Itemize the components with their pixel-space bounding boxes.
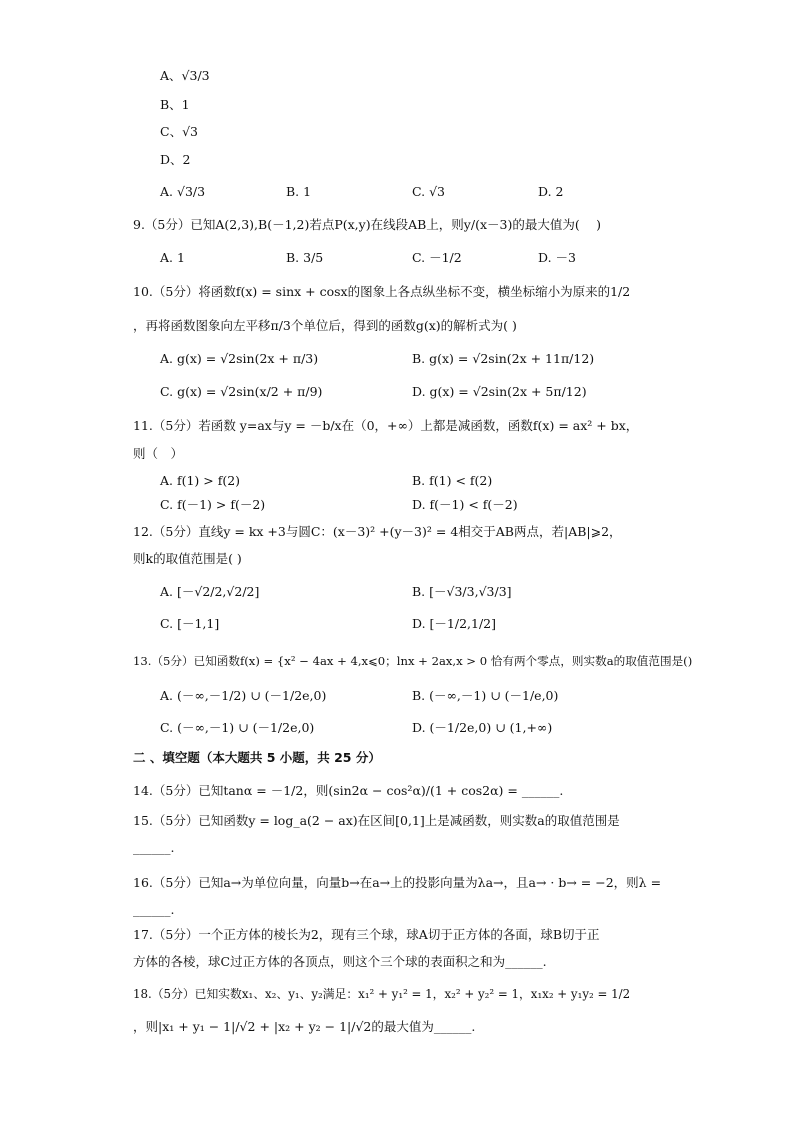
q12-option-d: D. [－1/2,1/2] xyxy=(412,616,496,631)
q10-option-a: A. g(x) = √2sin(2x + π/3) xyxy=(160,351,319,366)
q12-option-c: C. [－1,1] xyxy=(160,616,220,631)
section-heading-fill-in: 二 、填空题（本大题共 5 小题，共 25 分） xyxy=(133,750,381,765)
q10-stem-line1: 10.（5分）将函数f(x) = sinx + cosx的图象上各点纵坐标不变，横坐标缩小为原来的1/2 xyxy=(133,284,631,299)
q12-option-a: A. [－√2/2,√2/2] xyxy=(160,584,260,599)
q8-row-option-a: A. √3/3 xyxy=(160,184,206,199)
q10-option-d: D. g(x) = √2sin(2x + 5π/12) xyxy=(412,384,587,399)
q13-stem: 13.（5分）已知函数f(x) = {x² − 4ax + 4,x⩽0；lnx + 2ax,x > 0 恰有两个零点，则实数a的取值范围是() xyxy=(133,654,693,668)
q15-stem-line1: 15.（5分）已知函数y = log_a(2 − ax)在区间[0,1]上是减函数，则实数a的取值范围是 xyxy=(133,813,620,828)
q10-option-c: C. g(x) = √2sin(x/2 + π/9) xyxy=(160,384,323,399)
q17-stem-line2: 方体的各棱，球C过正方体的各顶点，则这个三个球的表面积之和为______. xyxy=(133,954,547,969)
q12-option-b: B. [－√3/3,√3/3] xyxy=(412,584,512,599)
q11-stem-line2: 则（ ） xyxy=(133,446,184,461)
q15-stem-line2: ______. xyxy=(133,840,175,855)
q8-vertical-option-c: C、√3 xyxy=(160,124,198,139)
q9-stem: 9.（5分）已知A(2,3),B(－1,2)若点P(x,y)在线段AB上，则y/(x－3)的最大值为( ) xyxy=(133,217,602,232)
q11-stem-line1: 11.（5分）若函数 y=ax与y = －b/x在（0，+∞）上都是减函数，函数f(x) = ax² + bx， xyxy=(133,418,639,433)
q8-vertical-option-d: D、2 xyxy=(160,152,191,167)
q14-stem: 14.（5分）已知tanα = －1/2，则(sin2α − cos²α)/(1 + cos2α) = ______. xyxy=(133,783,564,798)
q11-option-c: C. f(－1) > f(－2) xyxy=(160,497,266,512)
q9-option-c: C. －1/2 xyxy=(412,250,462,265)
q8-row-option-b: B. 1 xyxy=(286,184,312,199)
q11-option-a: A. f(1) > f(2) xyxy=(160,473,241,488)
q11-option-d: D. f(－1) < f(－2) xyxy=(412,497,518,512)
q12-stem-line1: 12.（5分）直线y = kx +3与圆C：(x－3)² +(y－3)² = 4相交于AB两点，若|AB|⩾2， xyxy=(133,524,622,539)
q10-option-b: B. g(x) = √2sin(2x + 11π/12) xyxy=(412,351,595,366)
q18-stem-line2: ，则|x₁ + y₁ − 1|/√2 + |x₂ + y₂ − 1|/√2的最大值为______. xyxy=(133,1019,476,1034)
q8-row-option-c: C. √3 xyxy=(412,184,445,199)
q16-stem-line1: 16.（5分）已知a→为单位向量，向量b→在a→上的投影向量为λa→，且a→ · b→ = −2，则λ = xyxy=(133,875,662,890)
q10-stem-line2: ，再将函数图象向左平移π/3个单位后，得到的函数g(x)的解析式为( ) xyxy=(133,318,517,333)
q13-option-c: C. (－∞,－1) ∪ (－1/2e,0) xyxy=(160,720,315,735)
q18-stem-line1: 18.（5分）已知实数x₁、x₂、y₁、y₂满足：x₁² + y₁² = 1，x₂² + y₂² = 1，x₁x₂ + y₁y₂ = 1/2 xyxy=(133,987,631,1001)
q11-option-b: B. f(1) < f(2) xyxy=(412,473,493,488)
q13-option-a: A. (－∞,－1/2) ∪ (－1/2e,0) xyxy=(160,688,327,703)
q9-option-b: B. 3/5 xyxy=(286,250,324,265)
q8-vertical-option-b: B、1 xyxy=(160,97,190,112)
q8-vertical-option-a: A、√3/3 xyxy=(160,68,210,83)
q9-option-a: A. 1 xyxy=(160,250,185,265)
q13-option-b: B. (－∞,－1) ∪ (－1/e,0) xyxy=(412,688,559,703)
q16-stem-line2: ______. xyxy=(133,902,175,917)
q9-option-d: D. －3 xyxy=(538,250,576,265)
q17-stem-line1: 17.（5分）一个正方体的棱长为2，现有三个球，球A切于正方体的各面，球B切于正 xyxy=(133,927,600,942)
q13-option-d: D. (－1/2e,0) ∪ (1,+∞) xyxy=(412,720,553,735)
q8-row-option-d: D. 2 xyxy=(538,184,564,199)
q12-stem-line2: 则k的取值范围是( ) xyxy=(133,551,242,566)
